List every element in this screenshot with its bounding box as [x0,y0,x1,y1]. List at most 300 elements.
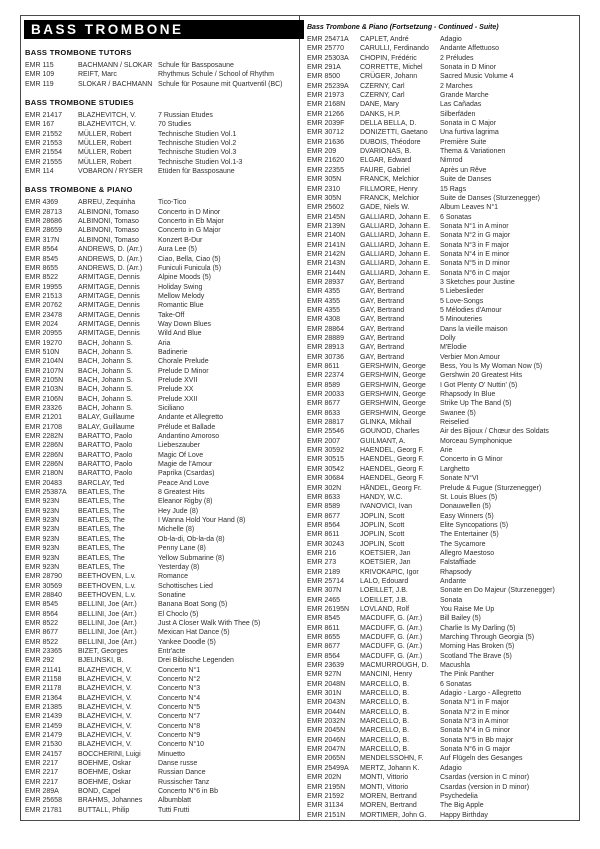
entry-ref: EMR 4355 [307,288,341,296]
entry-title: 6 Sonatas [440,213,472,221]
entry-composer: ARMITAGE, Dennis [78,274,140,282]
catalog-entry-row [307,717,575,726]
entry-ref: EMR 2047N [307,746,346,754]
entry-composer: MORTIMER, John G. [360,811,427,819]
catalog-entry-row [307,586,575,595]
catalog-entry-row [25,385,296,394]
catalog-entry-row [307,306,575,315]
entry-ref: EMR 21266 [307,110,344,118]
catalog-entry-row [307,100,575,109]
entry-ref: EMR 2065N [307,755,346,763]
entry-composer: MACMURROUGH, D. [360,662,429,670]
catalog-entry-row [307,315,575,324]
catalog-entry-row [307,259,575,268]
entry-title: Scotland The Brave (5) [440,652,512,660]
entry-ref: EMR 21513 [25,292,62,300]
catalog-entry-row [25,404,296,413]
entry-ref: EMR 2039F [307,120,345,128]
entry-composer: MÜLLER, Robert [78,140,132,148]
entry-title: Suite de Danses [440,176,492,184]
entry-ref: EMR 28817 [307,419,344,427]
entry-composer: MARCELLO, B. [360,727,410,735]
entry-composer: GAY, Bertrand [360,325,405,333]
entry-title: Sonata N°3 in F major [440,241,509,249]
entry-title: Concerto N°10 [158,741,204,749]
entry-ref: EMR 21552 [25,130,62,138]
catalog-entry-row [307,409,575,418]
entry-ref: EMR 2105N [25,376,64,384]
catalog-entry-row [25,712,296,721]
catalog-entry-row [25,367,296,376]
catalog-entry-row [307,63,575,72]
entry-ref: EMR 21530 [25,741,62,749]
entry-ref: EMR 2286N [25,461,64,469]
entry-composer: HAENDEL, Georg F. [360,447,424,455]
entry-title: Sonata [440,596,463,604]
entry-composer: MACDUFF, G. (Arr.) [360,615,423,623]
entry-composer: BACH, Johann S. [78,405,133,412]
entry-ref: EMR 2189 [307,568,341,576]
catalog-entry-row [307,680,575,689]
entry-title: The Sycamore [440,540,486,548]
entry-ref: EMR 305N [307,194,342,202]
entry-composer: BARCLAY, Ted [78,479,125,487]
entry-composer: GALLIARD, Johann E. [360,269,431,277]
entry-ref: EMR 8564 [25,246,59,254]
entry-title: Happy Birthday [440,811,488,819]
entry-title: The Entertainer (5) [440,531,499,539]
catalog-entry-row [25,80,296,89]
entry-composer: IVANOVICI, Ivan [360,503,412,511]
entry-ref: EMR 28864 [307,325,344,333]
entry-composer: ALBINONI, Tomaso [78,227,139,235]
entry-ref: EMR 2045N [307,727,346,735]
entry-title: Donauwellen (5) [440,503,491,511]
catalog-entry-row [307,35,575,44]
entry-title: Russian Dance [158,769,206,777]
catalog-entry-row [307,521,575,530]
catalog-entry-row [25,516,296,525]
entry-composer: BEETHOVEN, L.v. [78,591,136,599]
catalog-entry-row [25,479,296,488]
entry-title: Sonate N°VI [440,475,479,483]
entry-title: 5 Minouteries [440,316,483,324]
entry-ref: EMR 8564 [307,521,341,529]
section-heading: BASS TROMBONE STUDIES [25,98,134,108]
entry-ref: EMR 21554 [25,149,62,157]
entry-title: Arie [440,447,453,455]
catalog-entry-row [25,694,296,703]
catalog-entry-row [307,540,575,549]
entry-composer: GAY, Bertrand [360,344,405,352]
catalog-entry-row [307,689,575,698]
entry-title: Prelude XVII [158,376,198,384]
entry-composer: MENDELSSOHN, F. [360,755,424,763]
entry-composer: BELLINI, Joe (Arr.) [78,629,137,637]
entry-ref: EMR 8633 [307,409,341,417]
entry-title: Concerto N°4 [158,694,201,702]
entry-ref: EMR 302N [307,484,342,492]
entry-ref: EMR 8677 [307,643,341,651]
entry-title: Auf Flügeln des Gesanges [440,755,523,763]
entry-ref: EMR 20483 [25,479,62,487]
catalog-entry-row [25,796,296,805]
entry-title: Dans la vieille maison [440,325,508,333]
catalog-entry-row [25,292,296,301]
entry-title: Sonata N°2 in G major [440,232,511,240]
entry-ref: EMR 25303A [307,54,349,62]
entry-composer: BRAHMS, Johannes [78,797,143,805]
entry-ref: EMR 2046N [307,736,346,744]
catalog-entry-row [307,474,575,483]
catalog-entry-row [25,339,296,348]
entry-composer: BACH, Johann S. [78,376,133,384]
entry-ref: EMR 2106N [25,395,64,403]
entry-composer: JOPLIN, Scott [360,512,405,520]
entry-title: Morning Has Broken (5) [440,643,515,651]
entry-title: Sonata N°5 in D minor [440,260,510,268]
entry-composer: FRANCK, Melchior [360,176,420,184]
entry-composer: GUILMANT, A. [360,437,406,445]
entry-ref: EMR 28913 [307,344,344,352]
entry-composer: BLAZHEVITCH, V. [78,112,137,120]
entry-title: Sacred Music Volume 4 [440,73,514,81]
entry-ref: EMR 109 [25,71,55,79]
entry-ref: EMR 923N [25,526,60,534]
entry-ref: EMR 307N [307,587,342,595]
entry-ref: EMR 202N [307,774,342,782]
catalog-entry-row [307,726,575,735]
entry-title: Easy Winners (5) [440,512,494,520]
entry-title: Rhapsody [440,568,472,576]
catalog-entry-row [307,222,575,231]
entry-title: Danse russe [158,760,198,768]
catalog-entry-row [307,362,575,371]
entry-composer: GAY, Bertrand [360,316,405,324]
entry-title: Tico-Tico [158,199,187,207]
catalog-entry-row [25,61,296,70]
entry-ref: EMR 25714 [307,577,344,585]
entry-title: Peace And Love [158,479,209,487]
entry-title: 6 Sonatas [440,680,472,688]
entry-composer: ALBINONI, Tomaso [78,208,139,216]
catalog-entry-row [25,120,296,129]
entry-composer: CHOPIN, Frédéric [360,54,417,62]
entry-title: Rhythmus Schule / School of Rhythm [158,71,274,79]
entry-composer: BARATTO, Paolo [78,433,133,441]
entry-ref: EMR 2143N [307,260,346,268]
entry-composer: ANDREWS, D. (Arr.) [78,264,143,272]
continuation-heading: Bass Trombone & Piano (Fortsetzung - Continued - Suite) [307,24,499,31]
entry-composer: BARATTO, Paolo [78,461,133,469]
catalog-entry-row [25,638,296,647]
entry-ref: EMR 8611 [307,624,340,632]
entry-ref: EMR 19270 [25,339,62,347]
entry-title: 2 Préludes [440,54,474,62]
entry-ref: EMR 8522 [25,638,59,646]
catalog-entry-row [307,596,575,605]
catalog-entry-row [25,768,296,777]
entry-composer: MONTI, Vittorio [360,783,409,791]
entry-title: Technische Studien Vol.1 [158,130,237,138]
entry-title: Silberfäden [440,110,476,118]
entry-ref: EMR 2286N [25,451,64,459]
catalog-entry-row [25,619,296,628]
entry-ref: EMR 2286N [25,442,64,450]
entry-composer: MACDUFF, G. (Arr.) [360,634,423,641]
entry-ref: EMR 30515 [307,456,344,464]
entry-ref: EMR 8589 [307,381,341,389]
catalog-entry-row [307,334,575,343]
entry-composer: BELLINI, Joe (Arr.) [78,610,137,618]
catalog-entry-row [25,787,296,796]
entry-title: Russischer Tanz [158,778,210,786]
entry-ref: EMR 25602 [307,204,344,212]
entry-composer: BLAZHEVICH, V. [78,666,132,674]
catalog-entry-row [307,465,575,474]
entry-composer: ARMITAGE, Dennis [78,311,140,319]
catalog-entry-row [307,493,575,502]
entry-composer: MARCELLO, B. [360,718,410,726]
entry-composer: BACHMANN / SLOKAR [78,62,153,69]
entry-ref: EMR 273 [307,559,337,567]
entry-composer: GALLIARD, Johann E. [360,213,431,221]
entry-composer: CAPLET, André [360,36,409,43]
entry-title: Dolly [440,335,456,342]
catalog-entry-row [307,773,575,782]
entry-composer: BJELINSKI, B. [78,657,124,665]
catalog-entry-row [25,283,296,292]
left-sections [25,48,296,815]
catalog-entry-row [307,642,575,651]
catalog-entry-row [25,130,296,139]
right-column [300,16,579,820]
entry-ref: EMR 2195N [307,783,346,791]
entry-ref: EMR 119 [25,80,54,88]
entry-title: Technische Studien Vol.1-3 [158,158,243,166]
entry-ref: EMR 4308 [307,316,341,324]
entry-title: Rhapsody In Blue [440,391,496,399]
entry-ref: EMR 8500 [307,73,341,81]
catalog-entry-row [25,488,296,497]
catalog-entry-row [307,371,575,380]
catalog-entry-row [25,376,296,385]
entry-ref: EMR 317N [25,236,60,244]
entry-ref: EMR 21385 [25,704,62,711]
entry-title: Reiselied [440,419,469,427]
entry-ref: EMR 21417 [25,112,62,120]
entry-title: Concerto in D Minor [158,208,221,216]
catalog-entry-row [307,343,575,352]
catalog-entry-row [25,591,296,600]
entry-composer: BELLINI, Joe (Arr.) [78,601,137,609]
catalog-entry-row [307,811,575,820]
entry-title: I Got Plenty O' Nuttin' (5) [440,381,518,389]
entry-title: Andante [440,577,467,585]
entry-ref: EMR 21178 [25,685,62,693]
entry-composer: MARCELLO, B. [360,690,410,698]
entry-composer: BLAZHEVICH, V. [78,722,132,730]
catalog-entry-row [25,301,296,310]
entry-title: M'Elodie [440,344,467,352]
entry-composer: BLAZHEVICH, V. [78,741,132,749]
catalog-entry-row [307,568,575,577]
entry-ref: EMR 8564 [307,652,341,660]
catalog-entry-row [25,740,296,749]
catalog-entry-row [307,708,575,717]
entry-ref: EMR 21636 [307,138,344,146]
entry-composer: HÄNDEL, Georg Fr. [360,484,422,492]
entry-composer: ANDREWS, D. (Arr.) [78,255,143,263]
right-rows [307,35,575,820]
entry-title: Sonata N°6 in G major [440,746,511,754]
entry-ref: EMR 24157 [25,750,62,758]
entry-composer: MERTZ, Johann K. [360,764,420,772]
entry-ref: EMR 30684 [307,475,344,483]
entry-ref: EMR 21201 [25,414,62,422]
entry-composer: DUBOIS, Théodore [360,138,421,146]
catalog-entry-row [25,167,296,176]
entry-composer: BEATLES, The [78,498,125,506]
entry-title: 8 Greatest Hits [158,489,205,497]
entry-composer: MOREN, Bertrand [360,792,417,800]
catalog-entry-row [25,236,296,245]
entry-composer: BOEHME, Oskar [78,760,131,768]
entry-title: Andante et Allegretto [158,414,223,422]
entry-title: Albumblatt [158,797,192,805]
catalog-entry-row [307,661,575,670]
entry-title: Falstaffiade [440,559,477,567]
entry-title: Album Leaves N°1 [440,204,499,212]
entry-composer: VOBARON / RYSER [78,168,143,176]
catalog-entry-row [25,610,296,619]
catalog-entry-row [307,549,575,558]
entry-composer: GLINKA, Mikhail [360,419,412,427]
entry-composer: KOETSIER, Jan [360,559,411,567]
catalog-entry-row [25,703,296,712]
entry-composer: DELLA BELLA, D. [360,120,417,128]
catalog-entry-row [307,287,575,296]
entry-title: Las Cañadas [440,101,482,109]
entry-composer: SLOKAR / BACHMANN [78,80,153,88]
entry-composer: MANCINI, Henry [360,671,413,679]
catalog-entry-row [307,399,575,408]
catalog-entry-row [307,652,575,661]
entry-composer: MÜLLER, Robert [78,130,132,138]
entry-title: Prelude D Minor [158,367,209,375]
entry-composer: BEATLES, The [78,517,125,525]
entry-ref: EMR 8545 [25,601,59,609]
catalog-entry-row [307,325,575,334]
entry-ref: EMR 21553 [25,140,62,148]
entry-composer: ARMITAGE, Dennis [78,330,140,338]
entry-composer: MARCELLO, B. [360,680,410,688]
entry-composer: BOND, Capel [78,788,121,796]
entry-title: Concerto in G Minor [440,456,503,464]
entry-title: Concerto N°9 [158,732,201,740]
entry-composer: ABREU, Zequinha [78,199,136,207]
entry-title: Technische Studien Vol.3 [158,149,237,157]
entry-ref: EMR 25770 [307,45,344,53]
entry-ref: EMR 30712 [307,129,344,137]
entry-composer: MARCELLO, B. [360,708,410,716]
entry-composer: BARATTO, Paolo [78,451,133,459]
entry-ref: EMR 2140N [307,232,346,240]
entry-composer: JOPLIN, Scott [360,540,405,548]
entry-ref: EMR 30569 [25,582,62,590]
entry-composer: MARCELLO, B. [360,699,410,707]
entry-ref: EMR 8677 [25,629,59,637]
entry-ref: EMR 8655 [307,634,341,641]
entry-ref: EMR 28659 [25,227,62,235]
entry-composer: GALLIARD, Johann E. [360,260,431,268]
entry-title: Schule für Posaune mit Quartventil (BC) [158,80,283,88]
section-heading: BASS TROMBONE & PIANO [25,185,133,195]
entry-title: Michelle (8) [158,526,195,534]
entry-title: 5 Liebeslieder [440,288,484,296]
entry-composer: MARCELLO, B. [360,736,410,744]
entry-title: Sonate en Do Majeur (Sturzenegger) [440,587,555,595]
entry-title: Larghetto [440,465,470,473]
entry-ref: EMR 923N [25,554,60,562]
entry-composer: GALLIARD, Johann E. [360,241,431,249]
entry-ref: EMR 167 [25,121,55,129]
entry-composer: FILLMORE, Henry [360,185,418,193]
catalog-entry-row [307,147,575,156]
catalog-entry-row [25,357,296,366]
entry-title: Eleanor Rigby (8) [158,498,213,506]
entry-title: Elite Syncopations (5) [440,521,509,529]
entry-ref: EMR 115 [25,62,54,69]
entry-composer: GERSHWIN, George [360,381,426,389]
entry-title: You Raise Me Up [440,605,495,613]
entry-ref: EMR 2043N [307,699,346,707]
entry-composer: BARATTO, Paolo [78,442,133,450]
entry-ref: EMR 23365 [25,647,62,655]
catalog-entry-row [25,329,296,338]
entry-composer: GERSHWIN, George [360,409,426,417]
entry-composer: GAY, Bertrand [360,288,405,296]
entry-composer: BALAY, Guillaume [78,414,135,422]
entry-ref: EMR 8655 [25,264,59,272]
entry-composer: MARCELLO, B. [360,746,410,754]
catalog-entry-row [307,194,575,203]
entry-ref: EMR 23326 [25,405,62,412]
entry-ref: EMR 2104N [25,358,64,366]
entry-title: Allegro Maestoso [440,549,495,557]
entry-title: Minuetto [158,750,185,758]
catalog-entry-row [25,273,296,282]
entry-ref: EMR 28840 [25,591,62,599]
entry-ref: EMR 923N [25,517,60,525]
entry-composer: BLAZHEVITCH, V. [78,121,137,129]
entry-ref: EMR 25387A [25,489,67,497]
catalog-entry-row [307,745,575,754]
entry-ref: EMR 21141 [25,666,62,674]
entry-title: Holiday Swing [158,283,203,291]
entry-title: Csardas (version in C minor) [440,774,530,782]
entry-composer: HAENDEL, Georg F. [360,465,424,473]
entry-composer: GADE, Niels W. [360,204,410,212]
entry-composer: BACH, Johann S. [78,348,133,356]
page-title: BASS TROMBONE [24,20,304,39]
catalog-entry-row [25,535,296,544]
catalog-entry-row [307,437,575,446]
catalog-entry-row [307,670,575,679]
entry-ref: EMR 2007 [307,437,341,445]
catalog-entry-row [25,778,296,787]
catalog-entry-row [307,633,575,642]
